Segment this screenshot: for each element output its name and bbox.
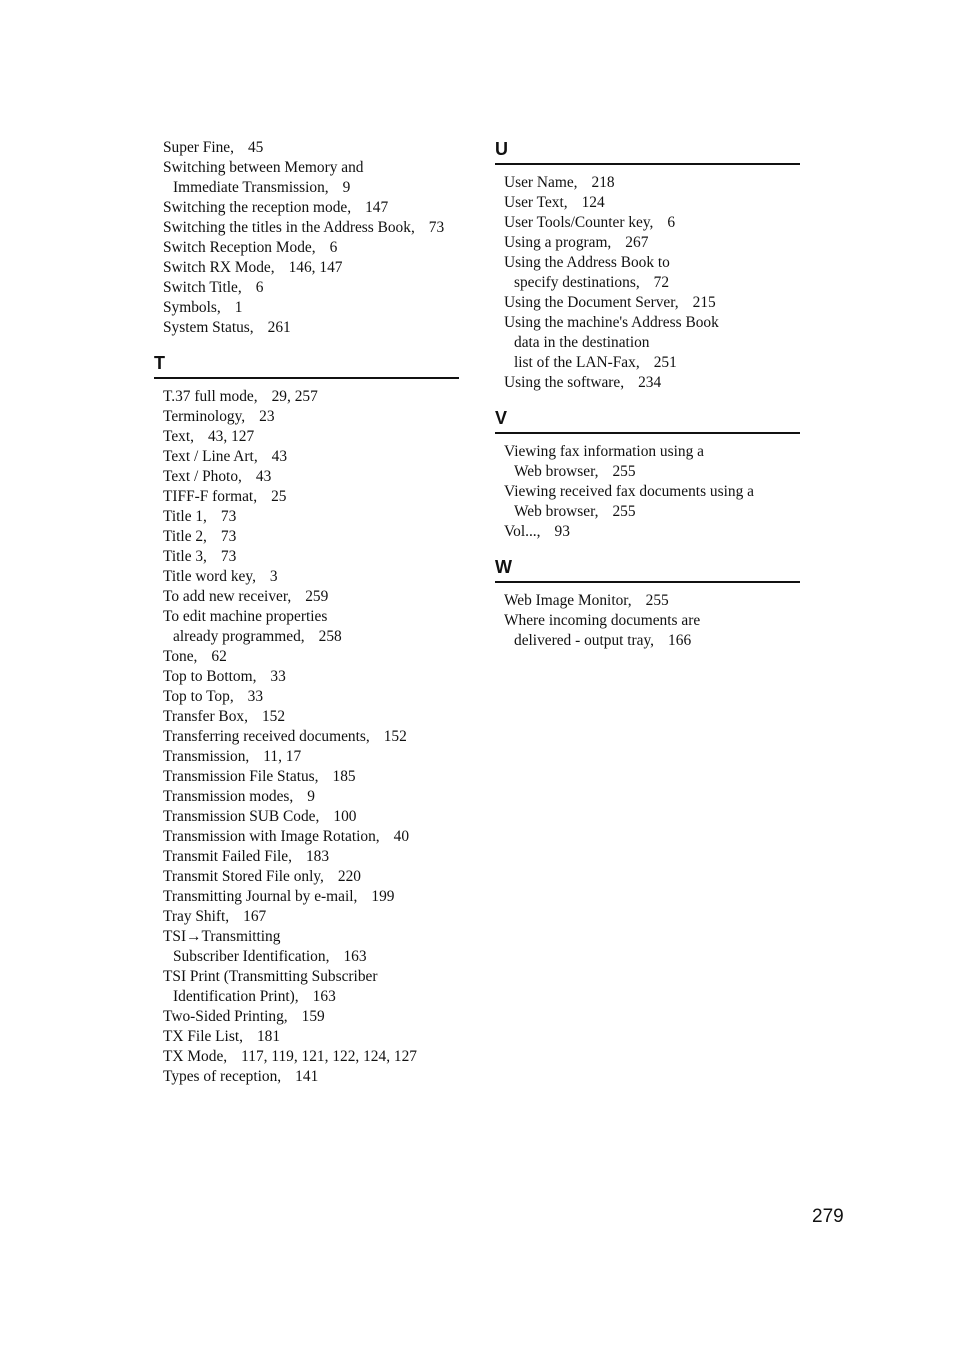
index-entry-line [163, 627, 459, 647]
index-entry [504, 522, 800, 542]
index-term: Switch RX Mode, [163, 259, 275, 276]
index-entry [163, 727, 459, 747]
index-term: data in the destination [514, 334, 650, 351]
index-entry-line [504, 313, 800, 333]
index-entry-line [163, 387, 459, 407]
index-entry [163, 158, 459, 198]
index-entry-line [163, 547, 459, 567]
index-term: TIFF-F format, [163, 488, 258, 505]
index-entry [163, 907, 459, 927]
index-entry [163, 967, 459, 1007]
index-entry [163, 787, 459, 807]
index-term: Title 1, [163, 508, 207, 525]
section-letter-heading: T [154, 352, 459, 379]
index-entry-line [163, 218, 459, 238]
index-page-refs[interactable]: 181 [256, 1028, 281, 1045]
index-term: User Tools/Counter key, [504, 214, 654, 231]
index-term: TX File List, [163, 1028, 243, 1045]
index-entry-line [504, 273, 800, 293]
index-entry [163, 587, 459, 607]
index-entry-line [504, 462, 800, 482]
index-page-refs[interactable]: 11, 17 [263, 748, 302, 765]
index-entry-line [504, 631, 800, 651]
index-term: TX Mode, [163, 1048, 228, 1065]
index-page-refs[interactable]: 167 [243, 908, 267, 925]
index-page-refs[interactable]: 25 [271, 488, 287, 505]
index-page-refs[interactable]: 218 [591, 174, 615, 191]
index-entry [504, 482, 800, 522]
index-entry [163, 767, 459, 787]
index-entry-line [163, 647, 459, 667]
index-page-refs[interactable]: 40 [393, 828, 410, 845]
index-entry-line [163, 258, 459, 278]
index-page-refs[interactable]: 255 [612, 463, 636, 480]
index-page-refs[interactable]: 33 [270, 668, 286, 685]
index-entry [504, 233, 800, 253]
index-entry-line [163, 667, 459, 687]
index-page-refs[interactable]: 255 [645, 592, 669, 609]
index-entry [163, 278, 459, 298]
index-term: Top to Top, [163, 688, 234, 705]
index-section-v [495, 407, 800, 542]
index-entry-line [163, 687, 459, 707]
index-term: Tone, [163, 648, 198, 665]
index-entry-line [504, 213, 800, 233]
index-term: Tray Shift, [163, 908, 230, 925]
index-entry [504, 591, 800, 611]
index-term: Transmission File Status, [163, 768, 319, 785]
index-entry-line [504, 482, 800, 502]
index-term: Transmit Stored File only, [163, 868, 324, 885]
index-page-refs[interactable]: 220 [337, 868, 361, 885]
index-page-refs[interactable]: 152 [383, 728, 407, 745]
index-entry-line [163, 527, 459, 547]
section-letter-heading: V [495, 407, 800, 434]
index-entry [163, 667, 459, 687]
index-term: Transfer Box, [163, 708, 248, 725]
index-page-refs[interactable]: 100 [333, 808, 357, 825]
index-entry-line [163, 987, 459, 1007]
index-page-refs[interactable]: 3 [269, 568, 278, 585]
index-entry-list [495, 591, 800, 651]
index-term: Two-Sided Printing, [163, 1008, 288, 1025]
index-page-refs[interactable]: 267 [625, 234, 649, 251]
index-entry-line [163, 447, 459, 467]
index-entry [163, 647, 459, 667]
index-entry [163, 447, 459, 467]
index-page-refs[interactable]: 124 [581, 194, 605, 211]
index-entry-line [163, 607, 459, 627]
index-term: Text / Line Art, [163, 448, 258, 465]
index-entry-list [495, 442, 800, 542]
index-page-refs[interactable]: 43 [271, 448, 288, 465]
index-page-refs[interactable]: 185 [332, 768, 356, 785]
index-entry [163, 467, 459, 487]
index-entry-line [163, 947, 459, 967]
index-section-t [154, 352, 459, 1087]
index-page-refs[interactable]: 33 [247, 688, 264, 705]
index-term: Title 2, [163, 528, 207, 545]
index-entry-line [504, 193, 800, 213]
index-term: Transmission, [163, 748, 250, 765]
index-page-refs[interactable]: 9 [342, 179, 351, 196]
index-entry [163, 318, 459, 338]
index-section-continued [154, 138, 459, 338]
index-entry [163, 827, 459, 847]
index-entry-line [163, 158, 459, 178]
index-entry-line [163, 587, 459, 607]
index-entry-line [163, 967, 459, 987]
index-page-refs[interactable]: 73 [220, 508, 237, 525]
index-entry-list [154, 138, 459, 338]
index-column-left [154, 138, 459, 1087]
index-term: User Text, [504, 194, 568, 211]
index-term: Transmit Failed File, [163, 848, 292, 865]
index-entry-line [163, 827, 459, 847]
index-term: Vol..., [504, 523, 541, 540]
index-entry [163, 487, 459, 507]
index-entry-line [163, 407, 459, 427]
index-entry-line [504, 373, 800, 393]
index-entry [504, 213, 800, 233]
index-term: Web Image Monitor, [504, 592, 632, 609]
index-entry [163, 427, 459, 447]
index-entry-line [163, 178, 459, 198]
index-entry [163, 927, 459, 967]
index-page-refs[interactable]: 259 [305, 588, 329, 605]
index-term: To edit machine properties [163, 608, 328, 625]
index-entry [504, 442, 800, 482]
index-entry [163, 387, 459, 407]
index-term: TSI→Transmitting [163, 928, 281, 945]
index-entry-line [163, 318, 459, 338]
index-page-refs[interactable]: 23 [259, 408, 275, 425]
index-entry-line [163, 1047, 459, 1067]
index-entry [163, 527, 459, 547]
index-term: To add new receiver, [163, 588, 292, 605]
index-term: list of the LAN-Fax, [514, 354, 640, 371]
index-entry [163, 1027, 459, 1047]
index-term: Transmitting Journal by e-mail, [163, 888, 358, 905]
index-entry-line [504, 502, 800, 522]
index-term: Transmission with Image Rotation, [163, 828, 380, 845]
index-entry [163, 867, 459, 887]
index-entry-list [154, 387, 459, 1087]
index-page-refs[interactable]: 6 [255, 279, 264, 296]
index-entry-line [163, 847, 459, 867]
index-entry-line [163, 1027, 459, 1047]
index-term: already programmed, [173, 628, 305, 645]
index-term: TSI Print (Transmitting Subscriber [163, 968, 378, 985]
index-term: delivered - output tray, [514, 632, 655, 649]
index-page-refs[interactable]: 255 [612, 503, 636, 520]
index-term: Switching between Memory and [163, 159, 364, 176]
index-entry-line [504, 173, 800, 193]
index-entry-line [163, 1067, 459, 1087]
index-entry-line [163, 427, 459, 447]
index-entry-line [504, 522, 800, 542]
index-entry-line [163, 507, 459, 527]
index-term: Using the software, [504, 374, 625, 391]
index-entry [163, 238, 459, 258]
index-term: Using a program, [504, 234, 612, 251]
index-page-refs[interactable]: 29, 257 [271, 388, 318, 405]
index-page-refs[interactable]: 93 [554, 523, 570, 540]
index-page-refs[interactable]: 6 [329, 239, 338, 256]
index-entry [504, 173, 800, 193]
index-term: Text / Photo, [163, 468, 242, 485]
index-entry [163, 687, 459, 707]
index-term: Super Fine, [163, 139, 234, 156]
index-entry [163, 847, 459, 867]
index-entry-line [163, 198, 459, 218]
index-entry [163, 298, 459, 318]
index-entry-line [163, 867, 459, 887]
index-term: Identification Print), [173, 988, 299, 1005]
index-term: T.37 full mode, [163, 388, 258, 405]
index-entry-line [504, 611, 800, 631]
index-entry-line [163, 927, 459, 947]
index-page-refs[interactable]: 141 [295, 1068, 319, 1085]
section-letter-heading: W [495, 556, 800, 583]
index-entry [163, 887, 459, 907]
index-entry [163, 707, 459, 727]
index-entry-line [163, 767, 459, 787]
index-term: Where incoming documents are [504, 612, 701, 629]
index-entry-line [163, 467, 459, 487]
index-entry [163, 258, 459, 278]
index-term: Transmission modes, [163, 788, 294, 805]
index-term: Title 3, [163, 548, 207, 565]
index-term: Viewing fax information using a [504, 443, 704, 460]
index-term: Transmission SUB Code, [163, 808, 320, 825]
index-page-refs[interactable]: 147 [365, 199, 389, 216]
index-term: Using the Address Book to [504, 254, 670, 271]
index-page-refs[interactable]: 43 [255, 468, 272, 485]
index-page-refs[interactable]: 62 [211, 648, 227, 665]
index-entry [504, 193, 800, 213]
index-entry-list [495, 173, 800, 393]
index-entry-line [504, 442, 800, 462]
index-page-refs[interactable]: 1 [234, 299, 243, 316]
index-term: Text, [163, 428, 194, 445]
index-term: Top to Bottom, [163, 668, 257, 685]
index-entry-line [504, 253, 800, 273]
index-page-refs[interactable]: 166 [668, 632, 692, 649]
index-term: Transferring received documents, [163, 728, 370, 745]
index-entry [163, 607, 459, 647]
index-term: Terminology, [163, 408, 246, 425]
index-entry [163, 807, 459, 827]
index-page-refs[interactable]: 159 [301, 1008, 325, 1025]
index-entry [163, 407, 459, 427]
index-term: Using the Document Server, [504, 294, 679, 311]
index-entry [504, 253, 800, 293]
index-entry-line [163, 807, 459, 827]
index-entry [163, 1067, 459, 1087]
index-term: Switch Title, [163, 279, 242, 296]
index-entry-line [163, 238, 459, 258]
index-entry-line [163, 487, 459, 507]
index-entry-line [163, 567, 459, 587]
index-term: Symbols, [163, 299, 221, 316]
index-page-refs[interactable]: 234 [638, 374, 662, 391]
index-term: Switching the titles in the Address Book, [163, 219, 415, 236]
index-page-refs[interactable]: 73 [220, 528, 237, 545]
index-page-refs[interactable]: 199 [371, 888, 395, 905]
index-term: Web browser, [514, 463, 599, 480]
index-page-refs[interactable]: 72 [653, 274, 670, 291]
index-term: Switching the reception mode, [163, 199, 352, 216]
index-term: System Status, [163, 319, 254, 336]
index-term: specify destinations, [514, 274, 640, 291]
index-entry [163, 218, 459, 238]
index-term: Immediate Transmission, [173, 179, 329, 196]
index-page-refs[interactable]: 251 [653, 354, 677, 371]
index-entry-line [163, 298, 459, 318]
index-entry [163, 1047, 459, 1067]
page-number: 279 [812, 1206, 844, 1227]
index-entry [163, 1007, 459, 1027]
index-term: Viewing received fax documents using a [504, 483, 754, 500]
index-term: Using the machine's Address Book [504, 314, 719, 331]
index-entry-line [163, 907, 459, 927]
index-entry [163, 567, 459, 587]
index-entry-line [163, 747, 459, 767]
index-page-refs[interactable]: 43, 127 [207, 428, 255, 445]
index-term: Subscriber Identification, [173, 948, 330, 965]
index-page-refs[interactable]: 163 [312, 988, 336, 1005]
index-term: Title word key, [163, 568, 256, 585]
index-section-u [495, 138, 800, 393]
index-page-refs[interactable]: 6 [667, 214, 676, 231]
index-entry [163, 747, 459, 767]
index-term: User Name, [504, 174, 578, 191]
index-entry-line [163, 887, 459, 907]
index-term: Types of reception, [163, 1068, 282, 1085]
index-entry-line [504, 353, 800, 373]
index-entry [504, 293, 800, 313]
index-page-refs[interactable]: 152 [261, 708, 286, 725]
index-entry [163, 547, 459, 567]
index-page-refs[interactable]: 258 [318, 628, 342, 645]
index-page-refs[interactable]: 146, 147 [288, 259, 343, 276]
index-page-refs[interactable]: 73 [220, 548, 237, 565]
index-term: Web browser, [514, 503, 599, 520]
section-letter-heading: U [495, 138, 800, 165]
index-entry-line [163, 787, 459, 807]
index-page-refs[interactable]: 183 [305, 848, 330, 865]
index-entry-line [504, 333, 800, 353]
index-page-refs[interactable]: 261 [267, 319, 291, 336]
index-entry-line [163, 727, 459, 747]
index-term: Switch Reception Mode, [163, 239, 316, 256]
index-page-refs[interactable]: 163 [343, 948, 367, 965]
index-entry-line [504, 591, 800, 611]
index-entry [504, 611, 800, 651]
index-page-refs[interactable]: 9 [307, 788, 315, 805]
index-section-w [495, 556, 800, 651]
index-entry-line [163, 1007, 459, 1027]
index-page-refs[interactable]: 215 [692, 294, 716, 311]
index-entry [504, 373, 800, 393]
index-entry [504, 313, 800, 373]
index-page-refs[interactable]: 45 [247, 139, 264, 156]
index-entry [163, 138, 459, 158]
index-entry [163, 198, 459, 218]
index-entry-line [504, 233, 800, 253]
index-entry [163, 507, 459, 527]
index-entry-line [163, 707, 459, 727]
index-entry-line [163, 138, 459, 158]
index-entry-line [504, 293, 800, 313]
index-page-refs[interactable]: 117, 119, 121, 122, 124, 127 [241, 1048, 417, 1065]
index-entry-line [163, 278, 459, 298]
index-page-refs[interactable]: 73 [428, 219, 445, 236]
index-column-right [495, 138, 800, 651]
